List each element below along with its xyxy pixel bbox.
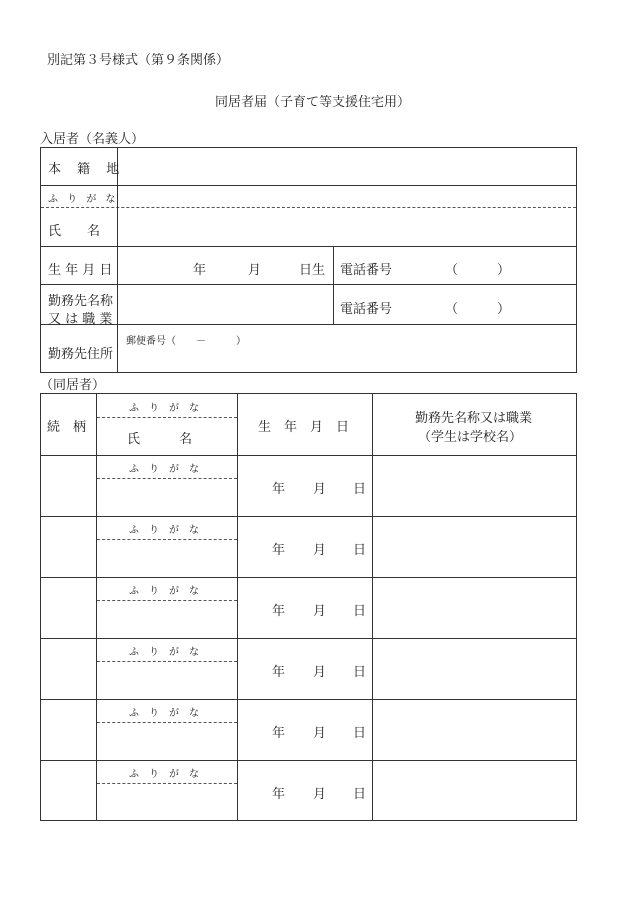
row-furigana-label: ふ り が な xyxy=(129,464,199,475)
row-furigana-divider xyxy=(97,722,237,723)
row-year: 年 xyxy=(272,726,286,741)
table-row-divider xyxy=(41,516,576,517)
applicant-name-label: 氏 名 xyxy=(48,224,101,239)
row-month: 月 xyxy=(313,543,327,558)
row-month: 月 xyxy=(313,604,327,619)
column-divider xyxy=(237,394,238,820)
row-day: 日 xyxy=(353,787,367,802)
table-row-divider xyxy=(41,760,576,761)
relation-header: 続 柄 xyxy=(47,420,87,435)
header-furigana-divider xyxy=(97,417,237,418)
row-year: 年 xyxy=(272,543,286,558)
label-column-divider xyxy=(117,148,118,372)
row-furigana-label: ふ り が な xyxy=(129,525,199,536)
furigana-divider xyxy=(41,207,576,208)
row-year: 年 xyxy=(272,604,286,619)
row-furigana-divider xyxy=(97,783,237,784)
row-furigana-label: ふ り が な xyxy=(129,586,199,597)
cohabitants-section-label: （同居者） xyxy=(40,378,106,393)
birth-day: 日生 xyxy=(299,263,326,278)
phone-column-divider xyxy=(333,246,334,324)
table-row-divider xyxy=(41,638,576,639)
cohabitants-table xyxy=(40,393,577,821)
phone-label: 電話番号 xyxy=(340,263,393,278)
row-month: 月 xyxy=(313,787,327,802)
birth-label: 生 年 月 日 xyxy=(48,263,113,278)
table-row-divider xyxy=(41,577,576,578)
applicant-section-label: 入居者（名義人） xyxy=(40,132,145,147)
phone-paren: （ ） xyxy=(445,263,511,278)
work-header-2: （学生は学校名） xyxy=(418,430,523,445)
row-furigana-label: ふ り が な xyxy=(129,647,199,658)
table-row-divider xyxy=(41,455,576,456)
row-divider xyxy=(41,284,576,285)
row-year: 年 xyxy=(272,787,286,802)
row-year: 年 xyxy=(272,482,286,497)
birth-month: 月 xyxy=(248,263,262,278)
birth-header: 生 年 月 日 xyxy=(258,420,350,435)
phone-label-2: 電話番号 xyxy=(340,302,393,317)
workplace-label-1: 勤務先名称 xyxy=(48,294,114,309)
row-month: 月 xyxy=(313,665,327,680)
row-furigana-divider xyxy=(97,600,237,601)
page-title: 同居者届（子育て等支援住宅用） xyxy=(215,95,411,110)
honseki-label: 本 籍 地 xyxy=(48,162,126,177)
row-divider xyxy=(41,246,576,247)
postal-code-label: 郵便番号（ － ） xyxy=(126,336,246,347)
row-furigana-divider xyxy=(97,539,237,540)
phone-paren-2: （ ） xyxy=(445,302,511,317)
row-month: 月 xyxy=(313,482,327,497)
row-furigana-divider xyxy=(97,478,237,479)
table-row-divider xyxy=(41,699,576,700)
row-furigana-divider xyxy=(97,661,237,662)
workplace-address-label: 勤務先住所 xyxy=(48,347,114,362)
work-header-1: 勤務先名称又は職業 xyxy=(415,411,533,426)
name-header: 氏 名 xyxy=(127,432,193,447)
workplace-label-2: 又 は 職 業 xyxy=(48,312,113,327)
row-day: 日 xyxy=(353,604,367,619)
row-day: 日 xyxy=(353,543,367,558)
row-day: 日 xyxy=(353,726,367,741)
row-month: 月 xyxy=(313,726,327,741)
row-year: 年 xyxy=(272,665,286,680)
birth-year: 年 xyxy=(193,263,207,278)
form-number: 別記第３号様式（第９条関係） xyxy=(47,53,230,68)
column-divider xyxy=(372,394,373,820)
row-day: 日 xyxy=(353,665,367,680)
row-furigana-label: ふ り が な xyxy=(129,769,199,780)
row-divider xyxy=(41,324,576,325)
furigana-header: ふ り が な xyxy=(129,403,199,414)
applicant-furigana-label: ふ り が な xyxy=(48,194,119,205)
row-day: 日 xyxy=(353,482,367,497)
row-furigana-label: ふ り が な xyxy=(129,708,199,719)
column-divider xyxy=(96,394,97,820)
row-divider xyxy=(41,185,576,186)
